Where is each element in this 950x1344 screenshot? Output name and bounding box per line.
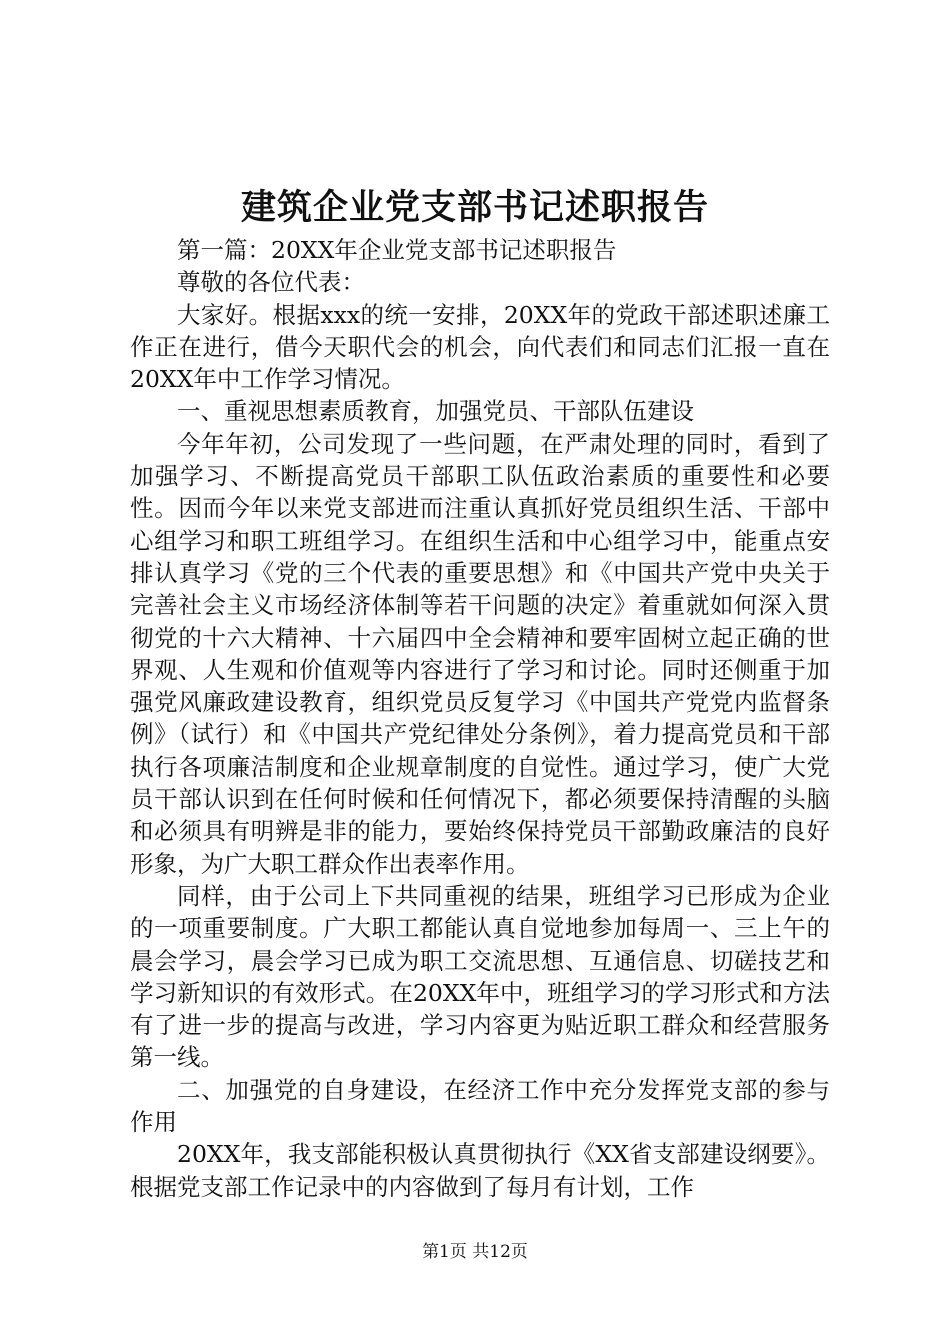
paragraph-intro: 大家好。根据xxx的统一安排，20XX年的党政干部述职述廉工作正在进行，借今天职代会的机会，向代表们和同志们汇报一直在20XX年中工作学习情况。 [130,300,830,394]
paragraph: 20XX年，我支部能积极认真贯彻执行《XX省支部建设纲要》。根据党支部工作记录中的内容做到了每月有计划，工作 [130,1140,830,1201]
page-footer: 第1页 共12页 [422,1242,528,1262]
section-heading-1: 一、重视思想素质教育，加强党员、干部队伍建设 [177,397,694,426]
section-heading-2: 二、加强党的自身建设，在经济工作中充分发挥党支部的参与作用 [130,1075,830,1137]
paragraph-salutation: 尊敬的各位代表： [177,268,365,297]
paragraph-subtitle: 第一篇：20XX年企业党支部书记述职报告 [177,236,617,264]
document-body [130,234,830,1203]
paragraph: 同样，由于公司上下共同重视的结果，班组学习已形成为企业的一项重要制度。广大职工都能认真自觉地参加每周一、三上午的晨会学习，晨会学习已成为职工交流思想、互通信息、切磋技艺和学习新知识的有效形式。在20XX年中，班组学习的学习形式和方法有了进一步的提高与改进，学习内容更为贴近职工群众和经营服务第一线。 [130,881,830,1072]
document-title: 建筑企业党支部书记述职报告 [240,187,709,228]
paragraph: 今年年初，公司发现了一些问题，在严肃处理的同时，看到了加强学习、不断提高党员干部职工队伍政治素质的重要性和必要性。因而今年以来党支部进而注重认真抓好党员组织生活、干部中心组学习和职工班组学习。在组织生活和中心组学习中，能重点安排认真学习《党的三个代表的重要思想》和《中国共产党中央关于完善社会主义市场经济体制等若干问题的决定》着重就如何深入贯彻党的十六大精神、十六届四中全会精神和要牢固树立起正确的世界观、人生观和价值观等内容进行了学习和讨论。同时还侧重于加强党风廉政建设教育，组织党员反复学习《中国共产党党内监督条例》（试行）和《中国共产党纪律处分条例》，着力提高党员和干部执行各项廉洁制度和企业规章制度的自觉性。通过学习，使广大党员干部认识到在任何时候和任何情况下，都必须要保持清醒的头脑和必须具有明辨是非的能力，要始终保持党员干部勤政廉洁的良好形象，为广大职工群众作出表率作用。 [130,429,830,878]
